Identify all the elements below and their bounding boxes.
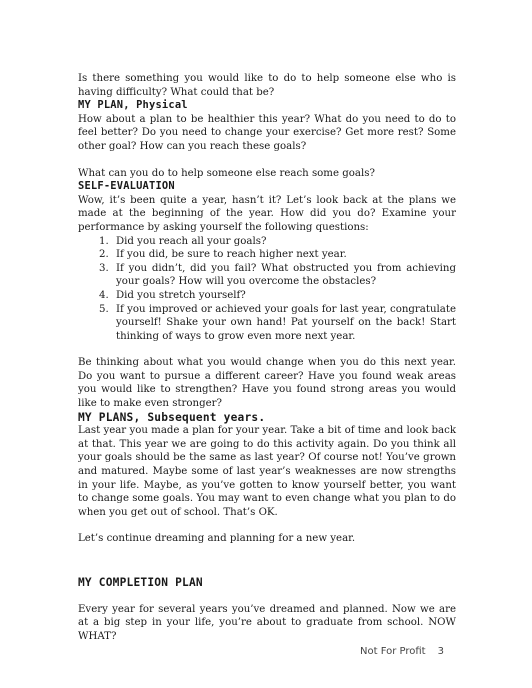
continue-line: Let’s continue dreaming and planning for a new year. — [78, 533, 356, 545]
self-evaluation-closing: Be thinking about what you would change when you do this next year. Do you want to pursue a different career? Have you found weak areas you would like to strengthen? Have you found strong areas you would like to make even stronger? — [78, 357, 456, 410]
self-evaluation-intro: Wow, it’s been quite a year, hasn’t it? Let’s look back at the plans we made at the beginning of the year. How did you do? Examine your performance by asking yourself the following questions: — [78, 194, 456, 233]
subsequent-years-paragraph: Last year you made a plan for your year. Take a bit of time and look back at that. This year we are going to do this activity again. Do you think all your goals should be the same as last year? Of course not! You’ve grown and matured. Maybe some of last year’s weaknesses are now strengths in your life. Maybe, as you’ve gotten to know yourself better, you want to change some goals. You may want to even change what you plan to do when you get out of school. That’s OK. — [78, 425, 456, 518]
page-number: 3 — [437, 646, 444, 657]
footer-text: Not For Profit — [360, 646, 426, 657]
self-evaluation-heading: SELF-EVALUATION — [78, 180, 175, 193]
list-item: 3. If you didn’t, did you fail? What obstructed you from achieving your goals? How will you overcome the obstacles? — [112, 262, 456, 289]
subsequent-years-heading: MY PLANS, Subsequent years. — [78, 410, 266, 424]
list-item: 1. Did you reach all your goals? — [112, 235, 456, 249]
list-item: 5. If you improved or achieved your goals for last year, congratulate yourself! Shake your own hand! Pat yourself on the back! Start thinking of ways to grow even more next year. — [112, 303, 456, 344]
list-item: 4. Did you stretch yourself? — [112, 289, 456, 303]
page-footer — [360, 646, 444, 657]
list-item: 2. If you did, be sure to reach higher next year. — [112, 248, 456, 262]
completion-plan-heading: MY COMPLETION PLAN — [78, 576, 203, 589]
intro-question: Is there something you would like to do to help someone else who is having difficulty? What could that be? — [78, 73, 456, 98]
help-others-question: What can you do to help someone else reach some goals? — [78, 167, 375, 179]
document-page — [78, 72, 456, 643]
completion-plan-paragraph: Every year for several years you’ve dreamed and planned. Now we are at a big step in your life, you’re about to graduate from school. NOW WHAT? — [78, 603, 456, 642]
physical-plan-paragraph: How about a plan to be healthier this year? What do you need to do to feel better? Do you need to change your exercise? Get more rest? Some other goal? How can you reach these goals? — [78, 113, 456, 152]
physical-plan-heading: MY PLAN, Physical — [78, 99, 188, 112]
self-evaluation-question-list — [78, 235, 456, 344]
